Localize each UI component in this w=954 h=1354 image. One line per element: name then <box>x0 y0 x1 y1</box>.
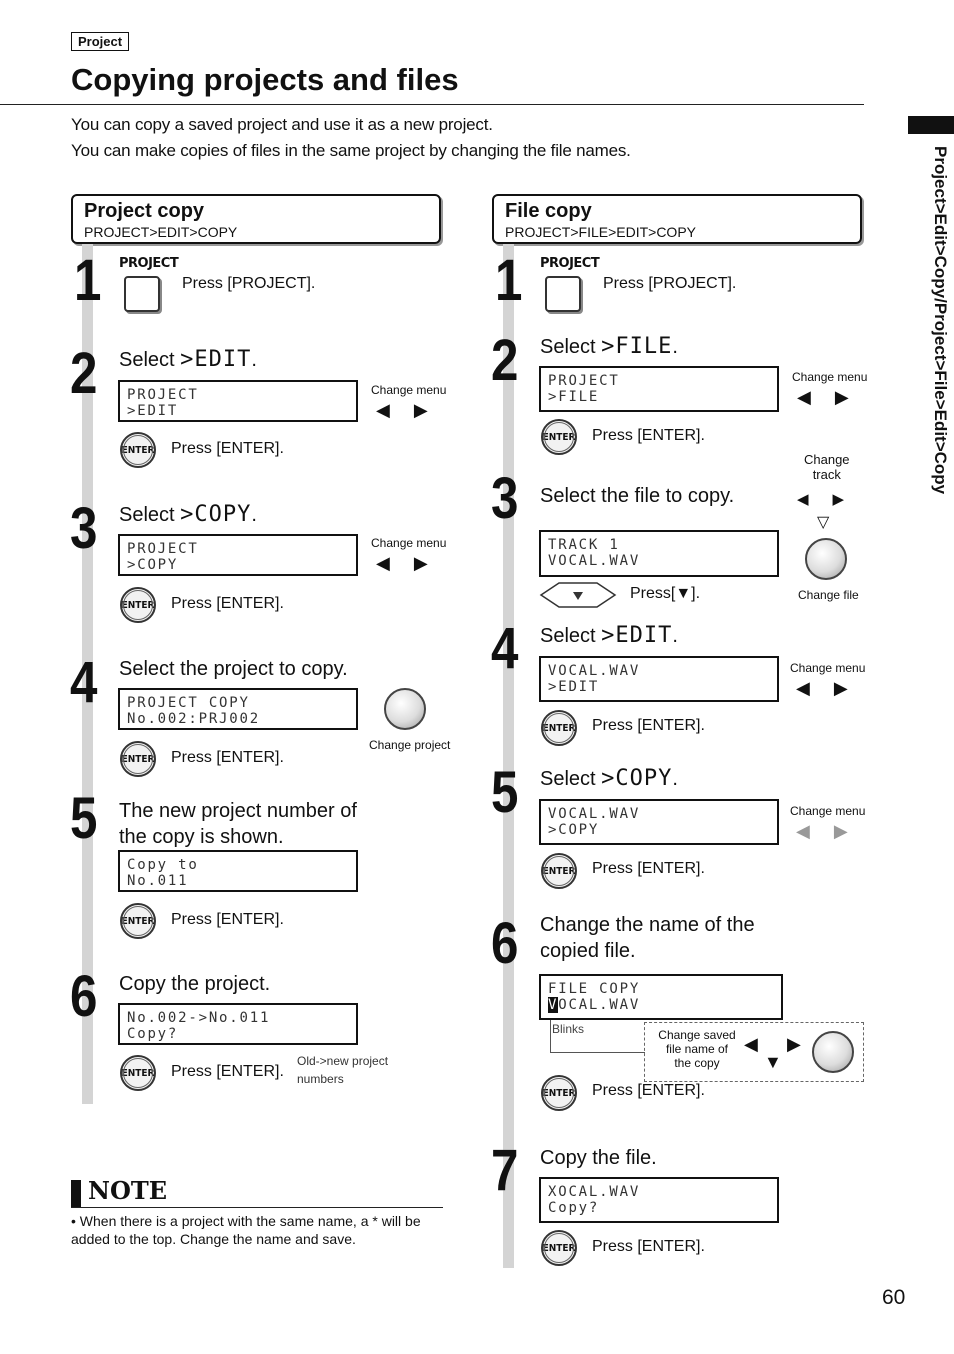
step-number: 5 <box>491 760 519 825</box>
press-enter-text: Press [ENTER]. <box>171 1063 284 1080</box>
lcd-display: TRACK 1 VOCAL.WAV <box>539 530 779 577</box>
step-instruction: Select >FILE. <box>540 334 678 359</box>
right-arrow-icon: ▶ <box>787 1034 801 1054</box>
section-path: PROJECT>EDIT>COPY <box>84 224 238 240</box>
lcd-display: VOCAL.WAV >COPY <box>539 799 779 845</box>
section-path: PROJECT>FILE>EDIT>COPY <box>505 224 696 240</box>
blinking-cursor: V <box>548 997 559 1013</box>
step-number: 1 <box>74 248 102 313</box>
step-number: 5 <box>70 786 98 851</box>
sidebar-path: Project>Edit>Copy/Project>File>Edit>Copy <box>931 146 950 495</box>
press-enter-text: Press [ENTER]. <box>592 1082 705 1099</box>
change-menu-label: Change menu <box>792 370 868 384</box>
dial-icon <box>812 1031 854 1073</box>
enter-button-icon: ENTER <box>541 419 577 455</box>
step-number: 1 <box>495 248 523 313</box>
change-name-label: Change saved file name of the copy <box>658 1028 736 1070</box>
step-instruction: Press [PROJECT]. <box>603 275 737 292</box>
project-button-icon <box>124 276 160 312</box>
section-heading: Project copy <box>84 200 205 222</box>
lcd-display: FILE COPY VOCAL.WAV <box>539 974 783 1020</box>
note-marker <box>71 1180 81 1208</box>
blinks-label: Blinks <box>552 1022 585 1036</box>
enter-button-icon: ENTER <box>120 1055 156 1091</box>
enter-button-icon: ENTER <box>120 432 156 468</box>
lcd-display: PROJECT COPY No.002:PRJ002 <box>118 688 358 730</box>
lcd-display: No.002->No.011 Copy? <box>118 1003 358 1045</box>
press-enter-text: Press [ENTER]. <box>592 717 705 734</box>
step-instruction: The new project number of the copy is shown. <box>119 800 357 848</box>
project-key-label: PROJECT <box>540 256 600 271</box>
down-key-icon <box>539 580 617 610</box>
left-right-arrows-icon: ◀▶ <box>796 678 872 698</box>
step-number: 4 <box>70 650 98 715</box>
step-instruction: Select the file to copy. <box>540 485 735 507</box>
lcd-display: PROJECT >COPY <box>118 534 358 576</box>
sidebar-marker <box>908 116 954 134</box>
note-rule <box>71 1207 443 1208</box>
page-number: 60 <box>882 1286 906 1309</box>
press-enter-text: Press [ENTER]. <box>592 1238 705 1255</box>
lcd-display: Copy to No.011 <box>118 850 358 892</box>
enter-button-icon: ENTER <box>541 1075 577 1111</box>
left-right-arrows-icon: ◀▶ <box>376 553 452 573</box>
page-title: Copying projects and files <box>71 62 459 97</box>
project-key-label: PROJECT <box>119 256 179 271</box>
step-number: 7 <box>491 1138 519 1203</box>
project-button-icon <box>545 276 581 312</box>
enter-button-icon: ENTER <box>120 587 156 623</box>
step-instruction: Select >COPY. <box>540 766 678 791</box>
section-heading: File copy <box>505 200 592 222</box>
enter-button-icon: ENTER <box>541 710 577 746</box>
step-instruction: Press [PROJECT]. <box>182 275 316 292</box>
note-title: NOTE <box>88 1176 167 1205</box>
press-enter-text: Press [ENTER]. <box>171 749 284 766</box>
intro-line-1: You can copy a saved project and use it as a new project. <box>71 115 493 134</box>
lcd-display: PROJECT >EDIT <box>118 380 358 422</box>
enter-button-icon: ENTER <box>120 903 156 939</box>
lcd-display: PROJECT >FILE <box>539 366 779 412</box>
change-project-label: Change project <box>369 738 451 752</box>
lcd-display: VOCAL.WAV >EDIT <box>539 656 779 702</box>
step-rail <box>503 244 514 1268</box>
step-instruction: Select >COPY. <box>119 502 257 527</box>
enter-button-icon: ENTER <box>541 853 577 889</box>
dial-icon <box>805 538 847 580</box>
lcd-display: XOCAL.WAV Copy? <box>539 1177 779 1223</box>
file-copy-header <box>492 194 862 244</box>
step-number: 3 <box>70 496 98 561</box>
press-enter-text: Press [ENTER]. <box>171 595 284 612</box>
step-number: 4 <box>491 616 519 681</box>
step-number: 6 <box>70 964 98 1029</box>
step-instruction: Copy the project. <box>119 973 271 995</box>
step-number: 3 <box>491 466 519 531</box>
title-rule <box>0 104 864 105</box>
enter-button-icon: ENTER <box>541 1230 577 1266</box>
step-number: 2 <box>70 341 98 406</box>
left-right-arrows-icon: ◀▶ <box>796 821 872 841</box>
intro-line-2: You can make copies of files in the same project by changing the file names. <box>71 141 631 160</box>
press-enter-text: Press [ENTER]. <box>171 440 284 457</box>
section-tag: Project <box>71 32 129 51</box>
change-track-label: Change track <box>804 452 850 482</box>
change-menu-label: Change menu <box>371 536 447 550</box>
step-number: 2 <box>491 328 519 393</box>
change-file-label: Change file <box>798 588 859 602</box>
step-instruction: Copy the file. <box>540 1147 657 1169</box>
change-menu-label: Change menu <box>371 383 447 397</box>
project-copy-header <box>71 194 441 244</box>
step-instruction: Select the project to copy. <box>119 658 348 680</box>
down-arrow-icon: ▼ <box>764 1052 782 1072</box>
down-arrow-icon: ▽ <box>817 514 830 531</box>
press-enter-text: Press [ENTER]. <box>171 911 284 928</box>
press-down-text: Press[▼]. <box>630 585 701 602</box>
step-instruction: Select >EDIT. <box>540 623 678 648</box>
note-text: • When there is a project with the same name, a * will be added to the top. Change the name and save. <box>71 1213 421 1247</box>
left-right-arrows-icon: ◀▶ <box>797 387 873 407</box>
step-instruction: Change the name of the copied file. <box>540 914 755 962</box>
enter-button-icon: ENTER <box>120 741 156 777</box>
change-menu-label: Change menu <box>790 804 866 818</box>
step-instruction: Select >EDIT. <box>119 347 257 372</box>
change-menu-label: Change menu <box>790 661 866 675</box>
left-arrow-icon: ◀ <box>744 1034 758 1054</box>
press-enter-text: Press [ENTER]. <box>592 860 705 877</box>
dial-icon <box>384 688 426 730</box>
press-enter-text: Press [ENTER]. <box>592 427 705 444</box>
left-right-arrows-icon: ◀▶ <box>376 400 452 420</box>
old-new-note: Old->new project numbers <box>297 1054 389 1086</box>
left-right-arrows-icon: ◀▶ <box>797 491 869 508</box>
step-number: 6 <box>491 911 519 976</box>
